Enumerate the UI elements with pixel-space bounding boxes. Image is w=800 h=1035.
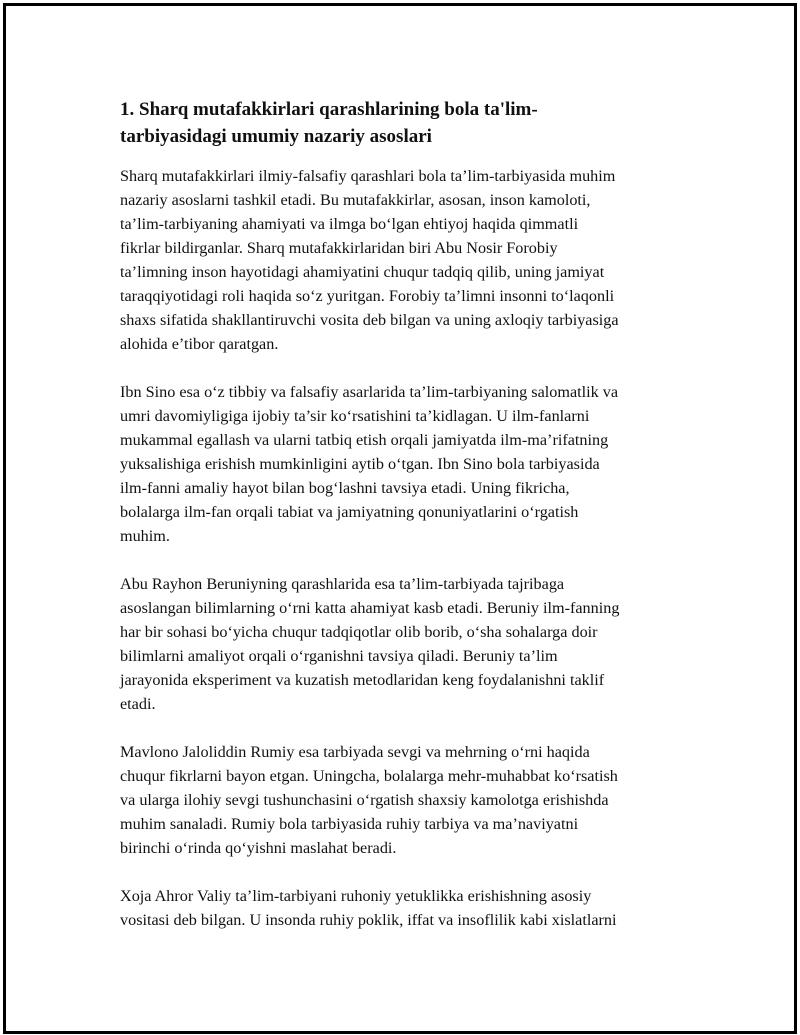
- text-line: taraqqiyotidagi roli haqida so‘z yuritgan. Forobiy ta’limni insonni to‘laqonli: [120, 287, 615, 305]
- paragraph-rumiy: [120, 740, 704, 860]
- text-line: Sharq mutafakkirlari ilmiy-falsafiy qarashlari bola ta’lim-tarbiyasida muhim: [120, 167, 616, 185]
- text-line: va ularga ilohiy sevgi tushunchasini o‘rgatish shaxsiy kamolotga erishishda: [120, 791, 609, 809]
- text-line: har bir sohasi bo‘yicha chuqur tadqiqotlar olib borib, o‘sha sohalarga doir: [120, 623, 598, 641]
- paragraph-ibn-sino: [120, 380, 704, 548]
- document-body: [120, 96, 704, 956]
- text-line: Xoja Ahror Valiy ta’lim-tarbiyani ruhoniy yetuklikka erishishning asosiy: [120, 887, 592, 905]
- text-line: yuksalishiga erishish mumkinligini aytib o‘tgan. Ibn Sino bola tarbiyasida: [120, 455, 600, 473]
- text-line: Abu Rayhon Beruniyning qarashlarida esa ta’lim-tarbiyada tajribaga: [120, 575, 565, 593]
- heading-line: 1. Sharq mutafakkirlari qarashlarining bola ta'lim-: [120, 99, 538, 120]
- text-line: bolalarga ilm-fan orqali tabiat va jamiyatning qonuniyatlarini o‘rgatish: [120, 503, 579, 521]
- page-frame: [3, 3, 797, 1034]
- heading-line: tarbiyasidagi umumiy nazariy asoslari: [120, 126, 432, 147]
- text-line: bilimlarni amaliyot orqali o‘rganishni tavsiya qiladi. Beruniy ta’lim: [120, 647, 558, 665]
- text-line: muhim.: [120, 527, 170, 545]
- text-line: Mavlono Jaloliddin Rumiy esa tarbiyada sevgi va mehrning o‘rni haqida: [120, 743, 590, 761]
- text-line: mukammal egallash va ularni tatbiq etish orqali jamiyatda ilm-ma’rifatning: [120, 431, 609, 449]
- text-line: alohida e’tibor qaratgan.: [120, 335, 279, 353]
- text-line: vositasi deb bilgan. U insonda ruhiy poklik, iffat va insoflilik kabi xislatlarni: [120, 911, 617, 929]
- text-line: fikrlar bildirganlar. Sharq mutafakkirlaridan biri Abu Nosir Forobiy: [120, 239, 558, 257]
- text-line: chuqur fikrlarni bayon etgan. Uningcha, bolalarga mehr-muhabbat ko‘rsatish: [120, 767, 618, 785]
- paragraph-farabi: [120, 164, 704, 356]
- text-line: umri davomiyligiga ijobiy ta’sir ko‘rsatishini ta’kidlagan. U ilm-fanlarni: [120, 407, 590, 425]
- text-line: ta’lim-tarbiyaning ahamiyati va ilmga bo‘lgan ehtiyoj haqida qimmatli: [120, 215, 579, 233]
- text-line: muhim sanaladi. Rumiy bola tarbiyasida ruhiy tarbiya va ma’naviyatni: [120, 815, 579, 833]
- paragraph-beruniy: [120, 572, 704, 716]
- paragraph-xoja-ahror: [120, 884, 704, 932]
- text-line: ta’limning inson hayotidagi ahamiyatini chuqur tadqiq qilib, uning jamiyat: [120, 263, 605, 281]
- text-line: etadi.: [120, 695, 156, 713]
- text-line: asoslangan bilimlarning o‘rni katta ahamiyat kasb etadi. Beruniy ilm-fanning: [120, 599, 620, 617]
- text-line: birinchi o‘rinda qo‘yishni maslahat beradi.: [120, 839, 397, 857]
- text-line: Ibn Sino esa o‘z tibbiy va falsafiy asarlarida ta’lim-tarbiyaning salomatlik va: [120, 383, 619, 401]
- text-line: ilm-fanni amaliy hayot bilan bog‘lashni tavsiya etadi. Uning fikricha,: [120, 479, 570, 497]
- text-line: shaxs sifatida shakllantiruvchi vosita deb bilgan va uning axloqiy tarbiyasiga: [120, 311, 619, 329]
- section-heading: [120, 96, 704, 150]
- text-line: nazariy asoslarni tashkil etadi. Bu mutafakkirlar, asosan, inson kamoloti,: [120, 191, 591, 209]
- text-line: jarayonida eksperiment va kuzatish metodlaridan keng foydalanishni taklif: [120, 671, 605, 689]
